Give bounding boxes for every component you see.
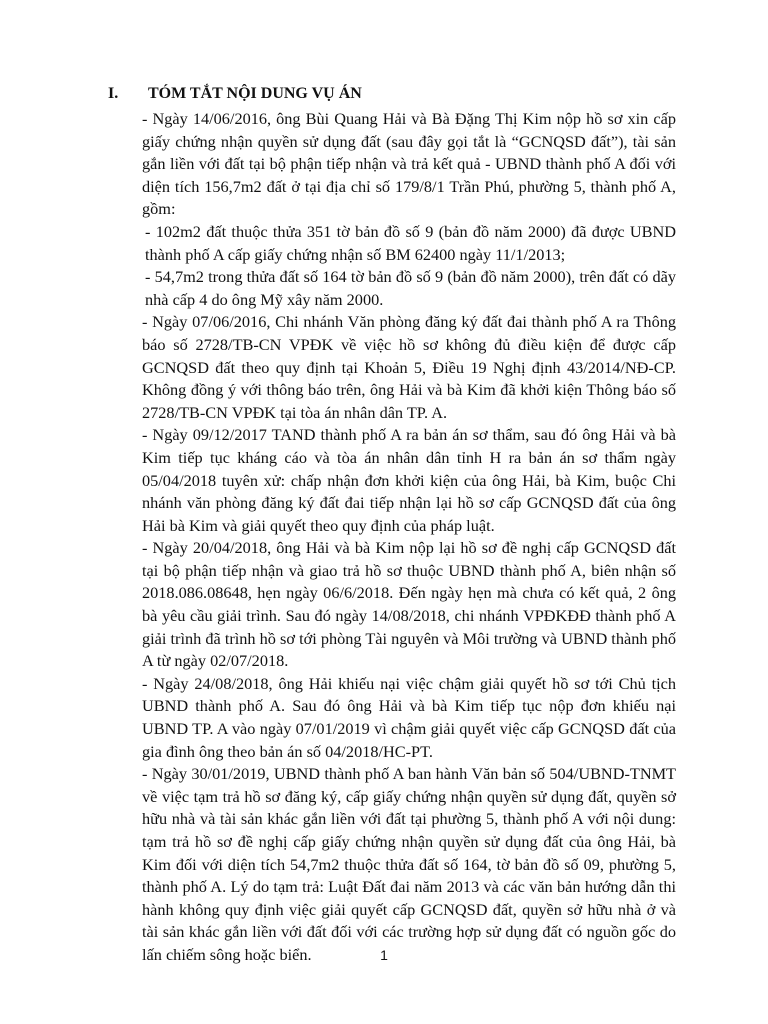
paragraph-complaint: - Ngày 24/08/2018, ông Hải khiếu nại việc chậm giải quyết hồ sơ tới Chủ tịch UBND thành phố A. Sau đó ông Hải và bà Kim tiếp tục nộp đơn khiếu nại UBND TP. A vào ngày 07/01/2019 vì chậm giải quyết việc cấp GCNQSD đất của gia đình ông theo bản án số 04/2018/HC-PT.	[142, 673, 676, 761]
paragraph-item-54m2: - 54,7m2 trong thửa đất số 164 tờ bản đồ số 9 (bản đồ năm 2000), trên đất có dãy nhà cấp 4 do ông Mỹ xây năm 2000.	[145, 267, 676, 309]
section-title: TÓM TẮT NỘI DUNG VỤ ÁN	[148, 85, 362, 102]
paragraph-item-102m2: - 102m2 đất thuộc thửa 351 tờ bản đồ số 9 (bản đồ năm 2000) đã được UBND thành phố A cấp giấy chứng nhận số BM 62400 ngày 11/1/2013;	[145, 221, 676, 264]
paragraph-court-judgment: - Ngày 09/12/2017 TAND thành phố A ra bản án sơ thẩm, sau đó ông Hải và bà Kim tiếp tục kháng cáo và tòa án nhân dân tỉnh H ra bản án sơ thẩm ngày 05/04/2018 tuyên xử: chấp nhận đơn khởi kiện của ông Hải, bà Kim, buộc Chi nhánh văn phòng đăng ký đất đai tiếp nhận lại hồ sơ cấp GCNQSD đất của ông Hải bà Kim và giải quyết theo quy định của pháp luật.	[142, 425, 676, 535]
case-summary-body	[142, 108, 676, 967]
paragraph-notice-2728: - Ngày 07/06/2016, Chi nhánh Văn phòng đăng ký đất đai thành phố A ra Thông báo số 2728/TB-CN VPĐK về việc hồ sơ không đủ điều kiện để được cấp GCNQSD đất theo quy định tại Khoản 5, Điều 19 Nghị định 43/2014/NĐ-CP. Không đồng ý với thông báo trên, ông Hải và bà Kim đã khởi kiện Thông báo số 2728/TB-CN VPĐK tại tòa án nhân dân TP. A.	[142, 312, 676, 422]
paragraph-resubmission: - Ngày 20/04/2018, ông Hải và bà Kim nộp lại hồ sơ đề nghị cấp GCNQSD đất tại bộ phận tiếp nhận và giao trả hồ sơ thuộc UBND thành phố A, biên nhận số 2018.086.08648, hẹn ngày 06/6/2018. Đến ngày hẹn mà chưa có kết quả, 2 ông bà yêu cầu giải trình. Sau đó ngày 14/08/2018, chi nhánh VPĐKĐĐ thành phố A giải trình đã trình hồ sơ tới phòng Tài nguyên và Môi trường và UBND thành phố A từ ngày 02/07/2018.	[142, 538, 676, 671]
section-heading	[108, 82, 362, 106]
page-number: 1	[380, 947, 388, 963]
paragraph-document-504: - Ngày 30/01/2019, UBND thành phố A ban hành Văn bản số 504/UBND-TNMT về việc tạm trả hồ sơ đăng ký, cấp giấy chứng nhận quyền sử dụng đất, quyền sở hữu nhà và tài sản khác gắn liền với đất tại phường 5, thành phố A với nội dung: tạm trả hồ sơ đề nghị cấp giấy chứng nhận quyền sử dụng đất của ông Hải, bà Kim đối với diện tích 54,7m2 thuộc thửa đất số 164, tờ bản đồ số 09, phường 5, thành phố A. Lý do tạm trả: Luật Đất đai năm 2013 và các văn bản hướng dẫn thi hành không quy định việc giải quyết cấp GCNQSD đất, quyền sở hữu nhà ở và tài sản khác gắn liền với đất đối với các trường hợp sử dụng đất có nguồn gốc do lấn chiếm sông hoặc biển.	[142, 764, 676, 964]
paragraph-application: - Ngày 14/06/2016, ông Bùi Quang Hải và Bà Đặng Thị Kim nộp hồ sơ xin cấp giấy chứng nhận quyền sử dụng đất (sau đây gọi tắt là “GCNQSD đất”), tài sản gắn liền với đất tại bộ phận tiếp nhận và trả kết quả - UBND thành phố A đối với diện tích 156,7m2 đất ở tại địa chỉ số 179/8/1 Trần Phú, phường 5, thành phố A, gồm:	[142, 109, 676, 219]
section-number: I.	[108, 85, 119, 102]
